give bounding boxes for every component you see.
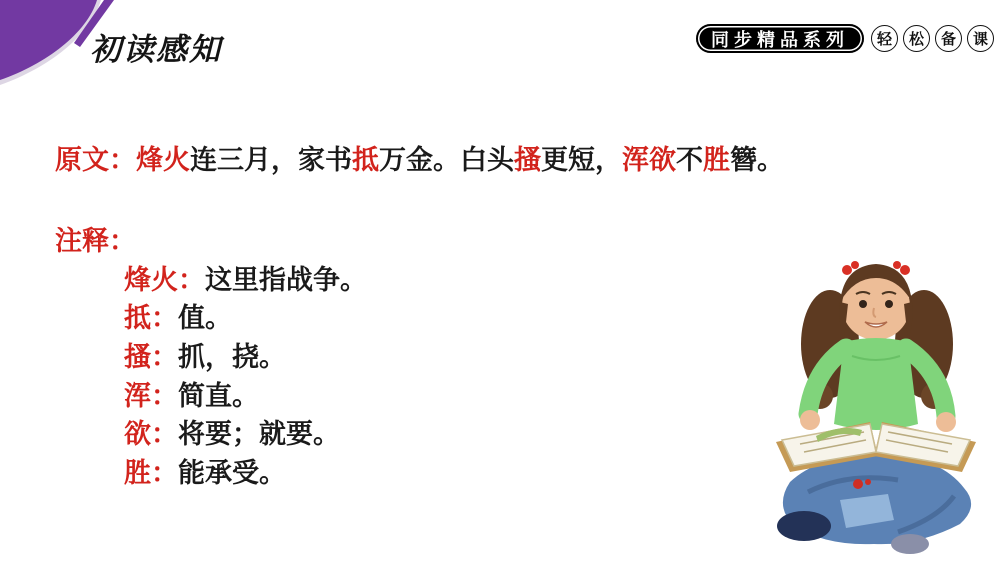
note-term: 欲： — [124, 419, 178, 450]
highlight-word: 烽火 — [136, 145, 190, 175]
highlight-word: 搔 — [514, 145, 541, 175]
notes-list — [124, 258, 367, 490]
note-definition: 将要；就要。 — [178, 419, 340, 450]
girl-reading-photo — [748, 244, 1000, 559]
note-definition: 简直。 — [178, 380, 259, 411]
original-text-line — [55, 144, 784, 176]
badge-circle: 课 — [967, 25, 994, 52]
highlight-word: 抵 — [352, 145, 379, 175]
series-pill: 同步精品系列 — [696, 24, 864, 53]
note-term: 抵： — [124, 303, 178, 334]
note-definition: 抓，挠。 — [178, 341, 286, 372]
poem-text: 不 — [676, 145, 703, 175]
list-item — [124, 412, 367, 451]
badge-circles — [871, 25, 994, 52]
note-term: 浑： — [124, 380, 178, 411]
poem-text: 更短， — [541, 145, 622, 175]
note-term: 搔： — [124, 341, 178, 372]
list-item — [124, 451, 367, 490]
note-term: 烽火： — [124, 264, 205, 295]
brand-badge — [696, 24, 994, 53]
original-label: 原文： — [55, 145, 136, 175]
note-definition: 值。 — [178, 303, 232, 334]
note-definition: 这里指战争。 — [205, 264, 367, 295]
poem-text: 簪。 — [730, 145, 784, 175]
badge-circle: 备 — [935, 25, 962, 52]
notes-label: 注释： — [55, 226, 136, 256]
note-definition: 能承受。 — [178, 457, 286, 488]
highlight-word: 胜 — [703, 145, 730, 175]
poem-text: 万金。白头 — [379, 145, 514, 175]
badge-circle: 松 — [903, 25, 930, 52]
highlight-word: 浑欲 — [622, 145, 676, 175]
list-item — [124, 335, 367, 374]
list-item — [124, 297, 367, 336]
list-item — [124, 258, 367, 297]
badge-circle: 轻 — [871, 25, 898, 52]
page-title: 初读感知 — [90, 32, 222, 67]
poem-text: 连三月，家书 — [190, 145, 352, 175]
list-item — [124, 374, 367, 413]
note-term: 胜： — [124, 457, 178, 488]
